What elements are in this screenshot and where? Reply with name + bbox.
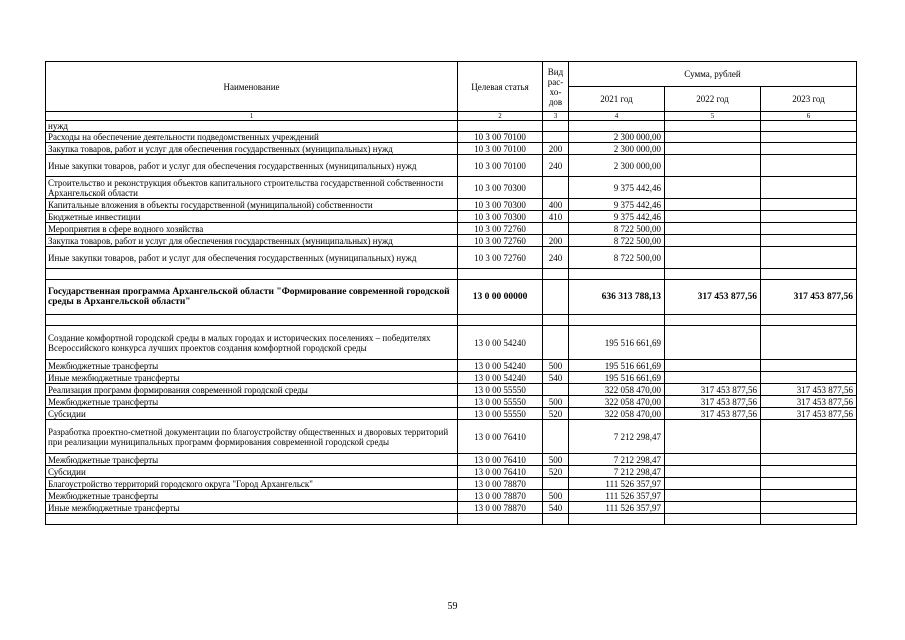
row-sum-2023	[761, 211, 857, 223]
table-row	[46, 199, 857, 211]
row-sum-2023	[761, 247, 857, 269]
row-target-code	[458, 269, 543, 280]
row-name: Реализация программ формирования современной городской среды	[46, 384, 458, 396]
row-sum-2023	[761, 269, 857, 280]
row-target-code: 13 0 00 54240	[458, 326, 543, 360]
row-name: Бюджетные инвестиции	[46, 211, 458, 223]
row-target-code: 13 0 00 76410	[458, 420, 543, 454]
table-row	[46, 143, 857, 155]
table-row	[46, 466, 857, 478]
row-expense-type	[543, 223, 569, 235]
row-sum-2021: 111 526 357,97	[569, 490, 665, 502]
row-sum-2022: 317 453 877,56	[665, 408, 761, 420]
row-sum-2021: 636 313 788,13	[569, 280, 665, 315]
row-sum-2022	[665, 372, 761, 384]
row-sum-2023	[761, 315, 857, 326]
row-name: Иные межбюджетные трансферты	[46, 372, 458, 384]
row-expense-type	[543, 269, 569, 280]
row-sum-2023	[761, 143, 857, 155]
row-target-code: 10 3 00 70300	[458, 211, 543, 223]
row-target-code: 13 0 00 78870	[458, 490, 543, 502]
row-target-code: 10 3 00 72760	[458, 235, 543, 247]
row-expense-type: 520	[543, 466, 569, 478]
row-sum-2022	[665, 360, 761, 372]
row-expense-type: 540	[543, 372, 569, 384]
row-expense-type	[543, 132, 569, 143]
table-row	[46, 315, 857, 326]
row-sum-2023: 317 453 877,56	[761, 408, 857, 420]
row-sum-2023	[761, 199, 857, 211]
row-name: нужд	[46, 121, 458, 132]
row-sum-2021: 9 375 442,46	[569, 177, 665, 199]
row-sum-2021: 7 212 298,47	[569, 420, 665, 454]
row-sum-2021	[569, 269, 665, 280]
row-sum-2023	[761, 235, 857, 247]
table-row	[46, 372, 857, 384]
row-sum-2021: 322 058 470,00	[569, 384, 665, 396]
header-name: Наименование	[46, 62, 458, 112]
table-row	[46, 396, 857, 408]
table-row	[46, 420, 857, 454]
row-name: Субсидии	[46, 466, 458, 478]
row-sum-2023	[761, 177, 857, 199]
row-sum-2022: 317 453 877,56	[665, 396, 761, 408]
table-row	[46, 490, 857, 502]
row-target-code: 13 0 00 54240	[458, 360, 543, 372]
column-number: 4	[569, 112, 665, 121]
header-year-2023: 2023 год	[761, 87, 857, 112]
row-expense-type	[543, 514, 569, 525]
page-number: 59	[447, 601, 458, 612]
row-sum-2023	[761, 490, 857, 502]
table-row	[46, 223, 857, 235]
table-row	[46, 235, 857, 247]
row-sum-2022	[665, 223, 761, 235]
row-sum-2021: 7 212 298,47	[569, 454, 665, 466]
row-sum-2021: 7 212 298,47	[569, 466, 665, 478]
row-name: Благоустройство территорий городского округа "Город Архангельск"	[46, 478, 458, 490]
row-sum-2021: 195 516 661,69	[569, 326, 665, 360]
row-sum-2023	[761, 155, 857, 177]
row-name: Межбюджетные трансферты	[46, 454, 458, 466]
row-sum-2022	[665, 466, 761, 478]
row-sum-2021: 2 300 000,00	[569, 155, 665, 177]
row-expense-type: 200	[543, 235, 569, 247]
table-row	[46, 514, 857, 525]
table-row	[46, 326, 857, 360]
row-sum-2022	[665, 235, 761, 247]
table-row	[46, 408, 857, 420]
row-sum-2022	[665, 143, 761, 155]
row-name: Иные закупки товаров, работ и услуг для обеспечения государственных (муниципальных) нужд	[46, 155, 458, 177]
row-sum-2022	[665, 420, 761, 454]
row-sum-2021	[569, 121, 665, 132]
row-name	[46, 315, 458, 326]
row-sum-2023	[761, 420, 857, 454]
column-number: 1	[46, 112, 458, 121]
table-row	[46, 121, 857, 132]
row-sum-2022	[665, 315, 761, 326]
row-target-code: 13 0 00 00000	[458, 280, 543, 315]
row-expense-type	[543, 315, 569, 326]
row-sum-2021: 8 722 500,00	[569, 223, 665, 235]
table-row	[46, 132, 857, 143]
table-row	[46, 384, 857, 396]
row-sum-2023	[761, 454, 857, 466]
table-row	[46, 211, 857, 223]
row-expense-type	[543, 280, 569, 315]
row-expense-type: 500	[543, 360, 569, 372]
table-row	[46, 454, 857, 466]
row-target-code: 10 3 00 70300	[458, 177, 543, 199]
row-target-code	[458, 514, 543, 525]
column-number: 5	[665, 112, 761, 121]
row-sum-2022: 317 453 877,56	[665, 384, 761, 396]
row-name	[46, 514, 458, 525]
row-sum-2023	[761, 514, 857, 525]
row-sum-2023	[761, 223, 857, 235]
row-sum-2022	[665, 502, 761, 514]
row-sum-2022	[665, 269, 761, 280]
row-name: Закупка товаров, работ и услуг для обеспечения государственных (муниципальных) нужд	[46, 143, 458, 155]
header-year-2021: 2021 год	[569, 87, 665, 112]
row-target-code: 13 0 00 55550	[458, 396, 543, 408]
row-sum-2022	[665, 490, 761, 502]
row-sum-2021	[569, 315, 665, 326]
header-target-article: Целевая статья	[458, 62, 543, 112]
table-row	[46, 360, 857, 372]
row-target-code: 10 3 00 70100	[458, 143, 543, 155]
row-expense-type	[543, 384, 569, 396]
row-sum-2022	[665, 247, 761, 269]
row-name: Иные закупки товаров, работ и услуг для обеспечения государственных (муниципальных) нужд	[46, 247, 458, 269]
row-sum-2022	[665, 199, 761, 211]
row-target-code: 10 3 00 70300	[458, 199, 543, 211]
row-sum-2023	[761, 121, 857, 132]
row-name: Мероприятия в сфере водного хозяйства	[46, 223, 458, 235]
table-row	[46, 478, 857, 490]
row-target-code: 10 3 00 70100	[458, 132, 543, 143]
row-sum-2021: 111 526 357,97	[569, 502, 665, 514]
row-sum-2023	[761, 466, 857, 478]
row-target-code: 13 0 00 55550	[458, 408, 543, 420]
row-expense-type: 540	[543, 502, 569, 514]
row-name: Расходы на обеспечение деятельности подведомственных учреждений	[46, 132, 458, 143]
row-target-code: 13 0 00 55550	[458, 384, 543, 396]
row-sum-2021: 322 058 470,00	[569, 408, 665, 420]
row-sum-2023	[761, 478, 857, 490]
row-sum-2023	[761, 372, 857, 384]
row-sum-2023: 317 453 877,56	[761, 280, 857, 315]
row-sum-2021: 8 722 500,00	[569, 247, 665, 269]
row-sum-2021: 111 526 357,97	[569, 478, 665, 490]
row-sum-2022	[665, 514, 761, 525]
row-sum-2022	[665, 155, 761, 177]
row-target-code: 13 0 00 76410	[458, 466, 543, 478]
row-expense-type: 410	[543, 211, 569, 223]
row-sum-2021: 8 722 500,00	[569, 235, 665, 247]
row-name: Иные межбюджетные трансферты	[46, 502, 458, 514]
row-sum-2022	[665, 326, 761, 360]
row-expense-type: 500	[543, 490, 569, 502]
row-sum-2021: 322 058 470,00	[569, 396, 665, 408]
row-sum-2022	[665, 211, 761, 223]
row-sum-2022	[665, 454, 761, 466]
row-sum-2023	[761, 360, 857, 372]
row-expense-type: 200	[543, 143, 569, 155]
table-row	[46, 269, 857, 280]
row-target-code: 10 3 00 72760	[458, 247, 543, 269]
row-sum-2022	[665, 132, 761, 143]
row-name: Разработка проектно-сметной документации по благоустройству общественных и дворовых территорий при реализации муниципальных программ формирования современной городской среды	[46, 420, 458, 454]
budget-table	[45, 61, 857, 525]
row-name	[46, 269, 458, 280]
row-target-code: 10 3 00 72760	[458, 223, 543, 235]
row-sum-2022	[665, 121, 761, 132]
column-number: 2	[458, 112, 543, 121]
row-expense-type	[543, 420, 569, 454]
table-row	[46, 247, 857, 269]
row-expense-type: 240	[543, 247, 569, 269]
row-expense-type: 500	[543, 454, 569, 466]
column-number-row	[46, 112, 857, 121]
column-number: 6	[761, 112, 857, 121]
row-sum-2023: 317 453 877,56	[761, 396, 857, 408]
row-sum-2022	[665, 177, 761, 199]
row-name: Государственная программа Архангельской области "Формирование современной городской среды в Архангельской области"	[46, 280, 458, 315]
row-sum-2021: 2 300 000,00	[569, 143, 665, 155]
row-expense-type: 500	[543, 396, 569, 408]
row-target-code	[458, 121, 543, 132]
row-expense-type	[543, 121, 569, 132]
row-sum-2023	[761, 502, 857, 514]
row-expense-type	[543, 478, 569, 490]
row-sum-2021: 9 375 442,46	[569, 211, 665, 223]
row-name: Закупка товаров, работ и услуг для обеспечения государственных (муниципальных) нужд	[46, 235, 458, 247]
row-target-code: 13 0 00 78870	[458, 502, 543, 514]
row-sum-2023	[761, 326, 857, 360]
row-expense-type: 240	[543, 155, 569, 177]
row-name: Капитальные вложения в объекты государственной (муниципальной) собственности	[46, 199, 458, 211]
header-sum: Сумма, рублей	[569, 62, 857, 87]
table-row	[46, 177, 857, 199]
row-sum-2021: 195 516 661,69	[569, 360, 665, 372]
row-sum-2023: 317 453 877,56	[761, 384, 857, 396]
column-number: 3	[543, 112, 569, 121]
table-row	[46, 502, 857, 514]
row-target-code: 13 0 00 76410	[458, 454, 543, 466]
row-target-code: 13 0 00 54240	[458, 372, 543, 384]
row-sum-2021	[569, 514, 665, 525]
row-expense-type	[543, 177, 569, 199]
row-sum-2021: 2 300 000,00	[569, 132, 665, 143]
row-expense-type: 520	[543, 408, 569, 420]
row-name: Субсидии	[46, 408, 458, 420]
row-sum-2022	[665, 478, 761, 490]
row-name: Строительство и реконструкция объектов капитального строительства государственной собственности Архангельской области	[46, 177, 458, 199]
table-row	[46, 280, 857, 315]
header-expense-type: Вид рас-хо-дов	[543, 62, 569, 112]
row-target-code: 13 0 00 78870	[458, 478, 543, 490]
table-row	[46, 155, 857, 177]
row-expense-type: 400	[543, 199, 569, 211]
row-sum-2021: 195 516 661,69	[569, 372, 665, 384]
row-name: Межбюджетные трансферты	[46, 396, 458, 408]
row-sum-2021: 9 375 442,46	[569, 199, 665, 211]
header-year-2022: 2022 год	[665, 87, 761, 112]
row-sum-2023	[761, 132, 857, 143]
row-target-code	[458, 315, 543, 326]
row-name: Межбюджетные трансферты	[46, 490, 458, 502]
row-expense-type	[543, 326, 569, 360]
row-name: Межбюджетные трансферты	[46, 360, 458, 372]
row-target-code: 10 3 00 70100	[458, 155, 543, 177]
row-name: Создание комфортной городской среды в малых городах и исторических поселениях – победителях Всероссийского конкурса лучших проектов создания комфортной городской среды	[46, 326, 458, 360]
row-sum-2022: 317 453 877,56	[665, 280, 761, 315]
